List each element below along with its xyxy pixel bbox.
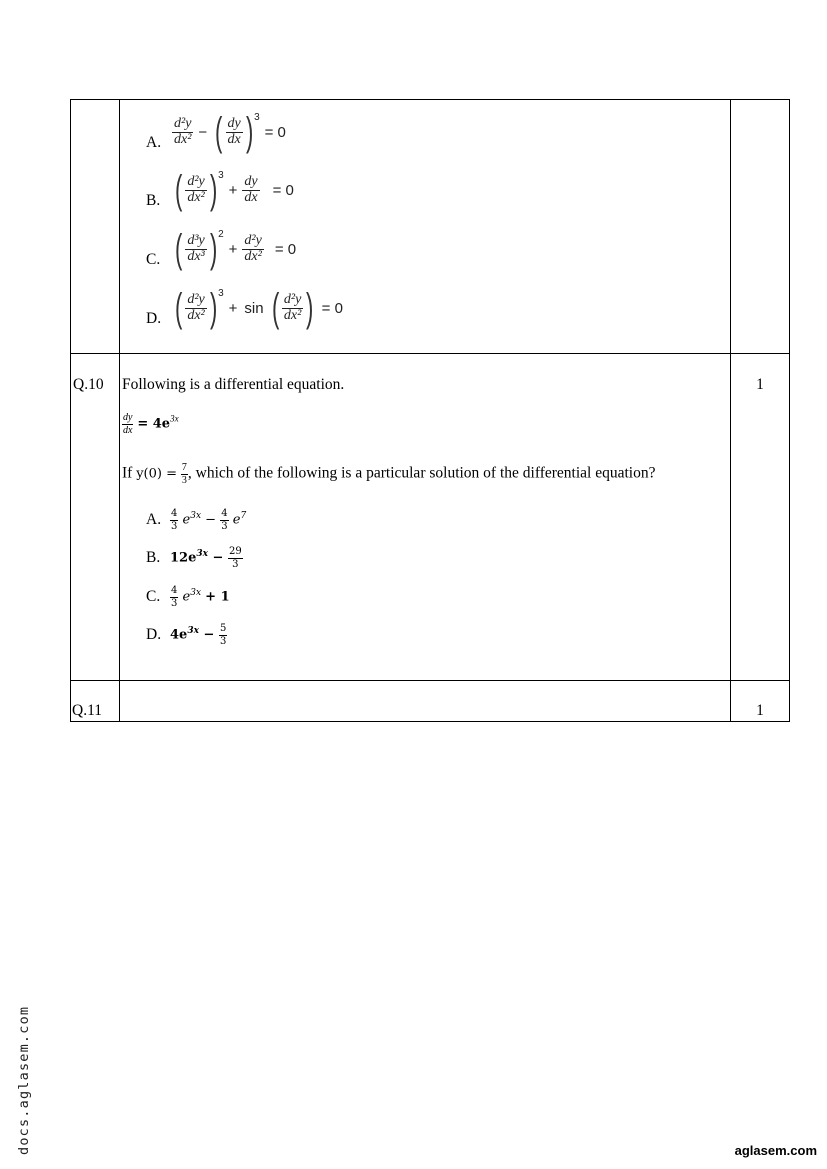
condition-prefix: If <box>122 464 137 482</box>
frac-num: d²y <box>283 291 302 307</box>
frac-den: dx² <box>187 189 205 205</box>
frac-num: d²y <box>244 232 262 248</box>
equals-zero: = 0 <box>264 123 286 141</box>
frac-den: dx² <box>187 307 205 323</box>
option-label: D. <box>146 310 162 327</box>
question-row-10 <box>71 354 790 681</box>
term: 12e <box>170 550 197 566</box>
frac-num: d²y <box>174 115 192 131</box>
term: e <box>182 589 191 605</box>
q10-option-d <box>146 623 227 647</box>
marks-cell <box>731 100 790 354</box>
option-label: D. <box>146 626 162 643</box>
frac-num: 29 <box>228 546 242 557</box>
formula-image-a: $\frac{\text{d²y}}{\text{dx²}}$ − ( $\frac{dy}{dx}$ ) 3 = 0 <box>174 110 286 154</box>
operator: + <box>228 181 238 199</box>
question-table <box>70 99 790 722</box>
option-label: A. <box>146 511 162 528</box>
exponent: 3 <box>218 170 224 181</box>
question-row-9-options <box>71 100 790 354</box>
frac-den: dx² <box>174 131 192 147</box>
frac-den: 3 <box>221 520 228 532</box>
option-d <box>146 288 345 328</box>
frac-den: dx² <box>244 248 262 264</box>
option-label: C. <box>146 588 161 605</box>
question-row-11 <box>71 681 790 722</box>
formula-image-d: ( $\frac{\text{d²y}}{\text{dx²}}$ ) 3 + sin ( $\frac{\text{d²y}}{\text{dx²}}$ ) = 0 <box>174 286 343 330</box>
equals-zero: = 0 <box>272 181 294 199</box>
equals-zero: = 0 <box>321 299 343 317</box>
option-c <box>146 229 298 269</box>
option-label: B. <box>146 549 161 566</box>
frac-den: 3 <box>219 635 227 647</box>
condition-rest: , which of the following is a particular solution of the differential equation? <box>187 464 656 482</box>
operator: − <box>203 627 215 643</box>
condition-num: 7 <box>181 462 187 473</box>
frac-num: 4 <box>171 585 178 596</box>
exponent: 3x <box>190 588 202 599</box>
operator: + <box>228 299 238 317</box>
eq-num: dy <box>123 412 133 423</box>
question-number: Q.11 <box>72 702 102 719</box>
marks-value: 1 <box>756 702 764 719</box>
frac-den: 3 <box>171 520 178 532</box>
question-number-cell <box>71 100 120 354</box>
operator: + <box>228 240 238 258</box>
frac-num: d²y <box>187 173 205 189</box>
formula-image-c: ( $\frac{\text{d³y}}{\text{dx³}}$ ) 2 + $\frac{\text{d²y}}{\text{dx²}}$ = 0 <box>174 227 297 271</box>
frac-num: d³y <box>187 232 205 248</box>
eq-rhs: = 4e <box>137 416 171 432</box>
marks-value: 1 <box>756 376 764 393</box>
frac-den: dx³ <box>187 248 205 264</box>
exponent: 3x <box>190 511 202 522</box>
exponent: 3x <box>196 549 209 560</box>
side-watermark <box>14 995 34 1155</box>
q10-option-b <box>146 546 243 570</box>
side-watermark-text: docs.aglasem.com <box>16 1005 32 1155</box>
frac-num: 4 <box>221 508 228 519</box>
operator: − <box>198 123 208 141</box>
brand-footer: aglasem.com <box>734 1143 817 1158</box>
operator: − <box>212 550 224 566</box>
exponent: 3 <box>218 288 224 299</box>
frac-num: dy <box>244 173 258 189</box>
question-body-cell <box>120 100 731 354</box>
term: 4e <box>170 627 188 643</box>
term: e <box>182 512 191 528</box>
frac-den: 3 <box>171 597 178 609</box>
frac-num: dy <box>227 115 241 131</box>
exponent: 3x <box>187 626 199 637</box>
frac-num: 4 <box>171 508 178 519</box>
frac-den: dx <box>227 131 241 147</box>
question-body-cell <box>120 681 731 722</box>
eq-exponent: 3x <box>170 413 179 424</box>
frac-den: 3 <box>232 558 239 570</box>
option-label: B. <box>146 192 161 209</box>
exponent: 2 <box>218 229 224 240</box>
condition-y0: y(0) = <box>136 466 177 482</box>
frac-num: 5 <box>219 623 227 634</box>
differential-equation <box>122 412 179 436</box>
frac-num: d²y <box>187 291 205 307</box>
marks-cell <box>731 681 790 722</box>
marks-cell <box>731 354 790 681</box>
exponent: 7 <box>240 511 247 522</box>
option-label: A. <box>146 134 162 151</box>
question-intro: Following is a differential equation. <box>122 376 345 393</box>
question-body-cell <box>120 354 731 681</box>
sin-function: sin <box>244 299 264 317</box>
term: + 1 <box>205 589 230 605</box>
formula-image-b: ( $\frac{\text{d²y}}{\text{dx²}}$ ) 3 + $\frac{dy}{dx}$ = 0 <box>174 168 294 212</box>
term: e <box>232 512 241 528</box>
question-number-cell <box>71 354 120 681</box>
option-a <box>146 112 288 152</box>
eq-den: dx <box>123 424 133 436</box>
exponent: 3 <box>254 112 260 123</box>
option-b <box>146 170 296 210</box>
option-label: C. <box>146 251 161 268</box>
condition-den: 3 <box>181 474 187 486</box>
question-number: Q.10 <box>73 376 104 393</box>
frac-den: dx² <box>283 307 302 323</box>
q10-option-c <box>146 585 230 609</box>
question-number-cell <box>71 681 120 722</box>
q10-option-a <box>146 508 246 532</box>
frac-den: dx <box>244 189 258 205</box>
equals-zero: = 0 <box>274 240 297 258</box>
initial-condition <box>122 462 655 486</box>
operator: − <box>205 512 217 528</box>
